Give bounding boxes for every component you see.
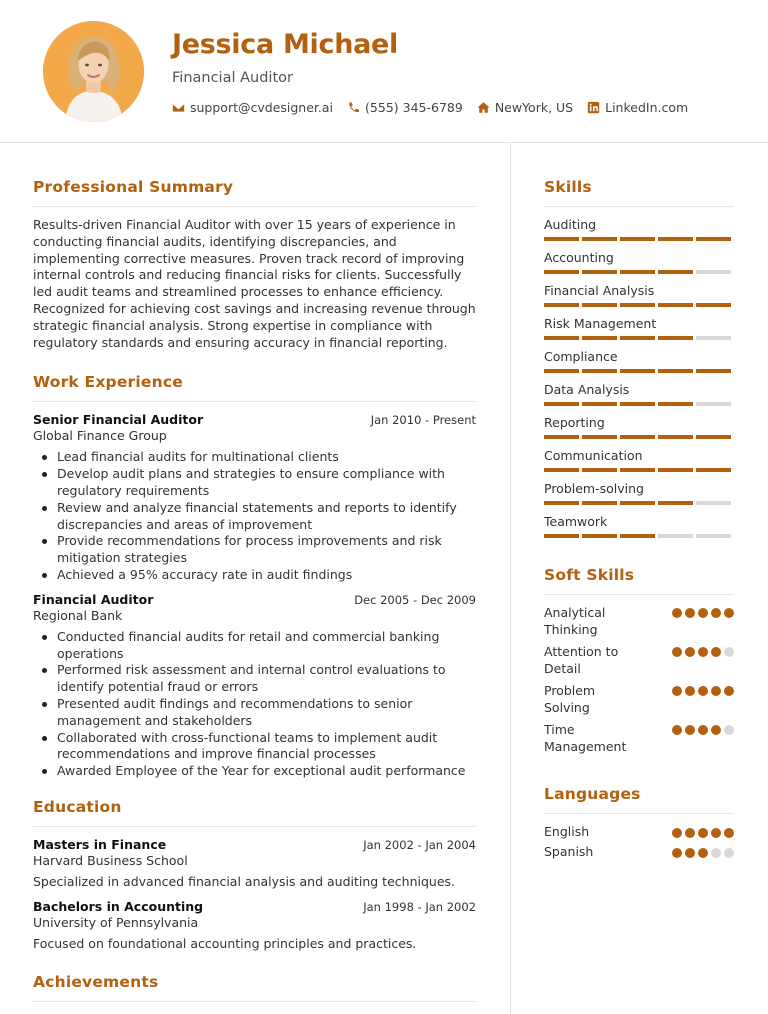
- job-company: Global Finance Group: [33, 428, 167, 444]
- skill-level-segment: [696, 501, 731, 505]
- language-rating: [672, 845, 734, 858]
- skill-name: Auditing: [544, 217, 597, 232]
- job-bullet: Lead financial audits for multinational clients: [33, 449, 476, 466]
- skill-level-bar: [544, 369, 734, 373]
- skill-name: Accounting: [544, 250, 614, 265]
- rating-dot: [724, 647, 734, 657]
- education-school: Harvard Business School: [33, 852, 188, 868]
- contact-phone[interactable]: [347, 100, 463, 115]
- skills-list: [544, 217, 734, 538]
- rating-dot: [698, 848, 708, 858]
- rating-dot: [724, 725, 734, 735]
- skill-level-segment: [620, 303, 655, 307]
- skill-level-segment: [658, 369, 693, 373]
- skill-item: [544, 382, 734, 406]
- avatar-portrait-icon: [43, 21, 144, 122]
- soft-skill-rating: [672, 644, 734, 657]
- skill-level-segment: [544, 336, 579, 340]
- job-role: Senior Financial Auditor: [33, 412, 204, 428]
- skill-level-segment: [696, 303, 731, 307]
- job-bullet: Conducted financial audits for retail and commercial banking operations: [33, 629, 476, 663]
- job-bullet: Develop audit plans and strategies to ensure compliance with regulatory requirements: [33, 466, 476, 500]
- job-date: Jan 2010 - Present: [370, 413, 476, 428]
- skill-item: [544, 316, 734, 340]
- skill-item: [544, 415, 734, 439]
- candidate-title: Financial Auditor: [172, 70, 293, 86]
- skill-level-bar: [544, 303, 734, 307]
- skills-section: [544, 178, 734, 538]
- soft-skill-rating: [672, 605, 734, 618]
- job-entry: [33, 592, 476, 780]
- contact-linkedin[interactable]: [587, 100, 688, 115]
- rating-dot: [685, 828, 695, 838]
- job-company: Regional Bank: [33, 607, 123, 623]
- skill-level-segment: [620, 237, 655, 241]
- achievements-section: [33, 973, 476, 1002]
- language-name: Spanish: [544, 844, 594, 859]
- skill-level-segment: [544, 270, 579, 274]
- rating-dot: [698, 686, 708, 696]
- rating-dot: [672, 828, 682, 838]
- skill-level-segment: [582, 402, 617, 406]
- contact-phone-text: (555) 345-6789: [365, 100, 463, 115]
- rating-dot: [711, 647, 721, 657]
- column-divider: [510, 143, 511, 1014]
- home-icon: [477, 101, 490, 114]
- skill-name: Reporting: [544, 415, 605, 430]
- experience-section: [33, 373, 476, 780]
- skill-level-segment: [544, 237, 579, 241]
- soft-skill-rating: [672, 722, 734, 735]
- skill-level-segment: [696, 237, 731, 241]
- skill-name: Financial Analysis: [544, 283, 655, 298]
- languages-list: [544, 824, 734, 859]
- resume-header: [0, 0, 768, 143]
- rating-dot: [685, 686, 695, 696]
- skill-level-segment: [658, 468, 693, 472]
- skill-level-segment: [658, 534, 693, 538]
- sidebar-column: [544, 178, 734, 881]
- skill-level-segment: [544, 369, 579, 373]
- soft-skill-item: [544, 605, 734, 638]
- rating-dot: [698, 608, 708, 618]
- skill-item: [544, 448, 734, 472]
- languages-heading: Languages: [544, 785, 734, 814]
- education-degree: Masters in Finance: [33, 836, 167, 852]
- rating-dot: [672, 608, 682, 618]
- skill-level-segment: [582, 270, 617, 274]
- languages-section: [544, 785, 734, 859]
- skill-level-segment: [544, 468, 579, 472]
- skill-level-segment: [658, 435, 693, 439]
- experience-heading: Work Experience: [33, 373, 476, 402]
- job-bullet: Collaborated with cross-functional teams to implement audit recommendations and improve financial processes: [33, 730, 476, 764]
- skill-item: [544, 481, 734, 505]
- rating-dot: [711, 725, 721, 735]
- education-entry: [33, 899, 476, 951]
- skill-item: [544, 514, 734, 538]
- skill-level-segment: [658, 237, 693, 241]
- language-item: [544, 824, 734, 839]
- skill-level-segment: [620, 435, 655, 439]
- phone-icon: [347, 101, 360, 114]
- rating-dot: [711, 608, 721, 618]
- skill-level-segment: [620, 270, 655, 274]
- rating-dot: [698, 828, 708, 838]
- rating-dot: [711, 828, 721, 838]
- education-school: University of Pennsylvania: [33, 914, 199, 930]
- job-date: Dec 2005 - Dec 2009: [354, 592, 476, 607]
- skill-level-segment: [620, 468, 655, 472]
- soft-skill-name: Time Management: [544, 722, 627, 754]
- skill-level-bar: [544, 534, 734, 538]
- skill-level-segment: [696, 534, 731, 538]
- summary-text: Results-driven Financial Auditor with over 15 years of experience in conducting financial audits, identifying discrepancies, and implementing corrective measures. Proven track record of improving internal controls and reducing financial risks for clients. Successfully led audit teams and streamlined processes to enhance efficiency. Recognized for achieving cost savings and increasing revenue through strategic financial analysis. Strong expertise in compliance with regulatory standards and ensuring accuracy in financial reporting.: [33, 217, 476, 350]
- skill-level-segment: [696, 435, 731, 439]
- skill-level-bar: [544, 270, 734, 274]
- contact-email[interactable]: [172, 100, 333, 115]
- job-bullet: Achieved a 95% accuracy rate in audit findings: [33, 567, 476, 584]
- job-bullet: Provide recommendations for process improvements and risk mitigation strategies: [33, 533, 476, 567]
- soft-skill-name: Problem Solving: [544, 683, 596, 715]
- rating-dot: [724, 686, 734, 696]
- skill-level-segment: [544, 534, 579, 538]
- candidate-name: Jessica Michael: [172, 29, 399, 60]
- soft-skill-name: Analytical Thinking: [544, 605, 606, 637]
- rating-dot: [724, 828, 734, 838]
- skills-heading: Skills: [544, 178, 734, 207]
- skill-level-segment: [582, 336, 617, 340]
- skill-level-segment: [544, 435, 579, 439]
- skill-level-segment: [544, 402, 579, 406]
- skill-level-bar: [544, 435, 734, 439]
- achievements-heading: Achievements: [33, 973, 476, 1002]
- rating-dot: [698, 647, 708, 657]
- soft-skill-item: [544, 683, 734, 716]
- summary-section: [33, 178, 476, 351]
- soft-skill-name: Attention to Detail: [544, 644, 619, 676]
- envelope-icon: [172, 101, 185, 114]
- job-bullet: Performed risk assessment and internal control evaluations to identify potential fraud or errors: [33, 662, 476, 696]
- job-bullet: Presented audit findings and recommendations to senior management and stakeholders: [33, 696, 476, 730]
- job-bullets: [33, 629, 476, 780]
- skill-level-segment: [582, 501, 617, 505]
- rating-dot: [711, 848, 721, 858]
- skill-level-segment: [696, 402, 731, 406]
- skill-level-segment: [620, 501, 655, 505]
- skill-level-segment: [658, 270, 693, 274]
- education-date: Jan 2002 - Jan 2004: [363, 837, 476, 852]
- contact-email-text: support@cvdesigner.ai: [190, 100, 334, 115]
- soft-skills-list: [544, 605, 734, 755]
- rating-dot: [698, 725, 708, 735]
- skill-level-segment: [620, 534, 655, 538]
- skill-level-segment: [620, 402, 655, 406]
- contact-list: [172, 100, 702, 115]
- skill-level-segment: [696, 468, 731, 472]
- skill-level-segment: [620, 336, 655, 340]
- rating-dot: [685, 647, 695, 657]
- rating-dot: [711, 686, 721, 696]
- skill-item: [544, 250, 734, 274]
- skill-item: [544, 283, 734, 307]
- education-section: [33, 798, 476, 951]
- avatar: [43, 21, 144, 122]
- skill-name: Compliance: [544, 349, 618, 364]
- linkedin-icon: [587, 101, 600, 114]
- skill-item: [544, 349, 734, 373]
- rating-dot: [672, 848, 682, 858]
- skill-level-segment: [658, 402, 693, 406]
- skill-level-segment: [658, 303, 693, 307]
- language-name: English: [544, 824, 590, 839]
- skill-level-segment: [582, 435, 617, 439]
- skill-level-bar: [544, 468, 734, 472]
- skill-name: Data Analysis: [544, 382, 630, 397]
- education-description: Specialized in advanced financial analysis and auditing techniques.: [33, 873, 455, 889]
- main-column: [33, 178, 476, 1014]
- skill-level-segment: [582, 237, 617, 241]
- skill-level-segment: [620, 369, 655, 373]
- soft-skills-section: [544, 566, 734, 755]
- skill-name: Teamwork: [544, 514, 608, 529]
- job-entry: [33, 412, 476, 583]
- job-bullets: [33, 449, 476, 583]
- rating-dot: [685, 848, 695, 858]
- rating-dot: [724, 848, 734, 858]
- job-bullet: Review and analyze financial statements and reports to identify discrepancies and areas of improvement: [33, 500, 476, 534]
- skill-level-segment: [544, 303, 579, 307]
- education-entry: [33, 837, 476, 889]
- skill-level-bar: [544, 402, 734, 406]
- rating-dot: [685, 608, 695, 618]
- job-role: Financial Auditor: [33, 591, 154, 607]
- soft-skill-item: [544, 722, 734, 755]
- contact-location-text: NewYork, US: [494, 100, 574, 115]
- rating-dot: [685, 725, 695, 735]
- language-rating: [672, 825, 734, 838]
- soft-skill-rating: [672, 683, 734, 696]
- job-bullet: Awarded Employee of the Year for exceptional audit performance: [33, 763, 476, 780]
- skill-name: Problem-solving: [544, 481, 644, 496]
- education-degree: Bachelors in Accounting: [33, 898, 204, 914]
- skill-level-segment: [696, 336, 731, 340]
- rating-dot: [724, 608, 734, 618]
- skill-level-segment: [658, 336, 693, 340]
- skill-level-segment: [696, 369, 731, 373]
- summary-heading: Professional Summary: [33, 178, 476, 207]
- soft-skills-heading: Soft Skills: [544, 566, 734, 595]
- skill-name: Communication: [544, 448, 643, 463]
- rating-dot: [672, 647, 682, 657]
- skill-level-bar: [544, 237, 734, 241]
- skill-level-segment: [696, 270, 731, 274]
- skill-level-segment: [544, 501, 579, 505]
- rating-dot: [672, 725, 682, 735]
- rating-dot: [672, 686, 682, 696]
- contact-linkedin-text: LinkedIn.com: [605, 100, 689, 115]
- soft-skill-item: [544, 644, 734, 677]
- skill-level-segment: [582, 534, 617, 538]
- education-description: Focused on foundational accounting principles and practices.: [33, 935, 417, 951]
- skill-name: Risk Management: [544, 316, 657, 331]
- skill-level-segment: [582, 369, 617, 373]
- skill-level-bar: [544, 501, 734, 505]
- skill-item: [544, 217, 734, 241]
- skill-level-segment: [582, 303, 617, 307]
- education-date: Jan 1998 - Jan 2002: [363, 899, 476, 914]
- skill-level-segment: [582, 468, 617, 472]
- language-item: [544, 844, 734, 859]
- contact-location: [477, 100, 573, 115]
- education-heading: Education: [33, 798, 476, 827]
- skill-level-segment: [658, 501, 693, 505]
- skill-level-bar: [544, 336, 734, 340]
